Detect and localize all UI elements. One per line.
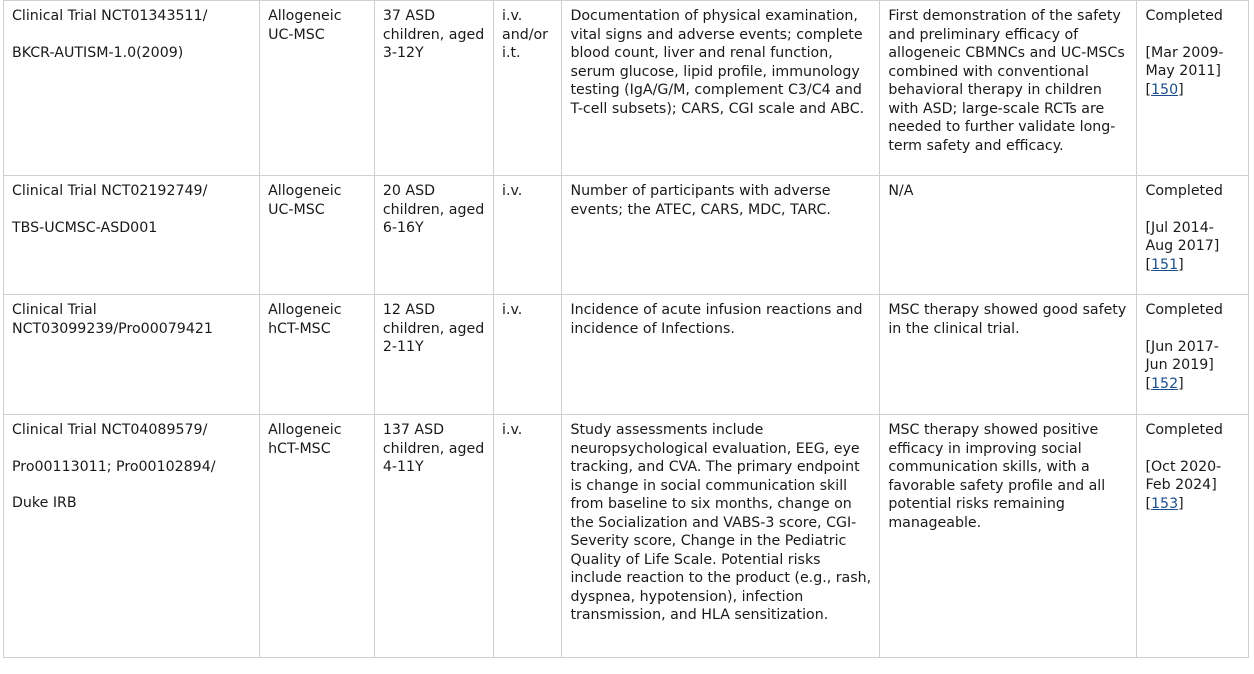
trial-id-line: Clinical Trial NCT02192749/ (12, 183, 208, 199)
trial-id-line: Clinical Trial NCT01343511/ (12, 8, 208, 24)
status-cell (1137, 176, 1249, 295)
table-row (4, 1, 1249, 176)
trial-id-line: Clinical Trial NCT03099239/Pro00079421 (12, 302, 213, 337)
outcomes-cell: Documentation of physical examination, vital signs and adverse events; complete blood count, liver and renal function, serum glucose, lipid profile, immunology testing (IgA/G/M, complement C3/C4 and T-cell subsets); CARS, CGI scale and ABC. (562, 1, 880, 176)
period-text: [Oct 2020-Feb 2024] [153] (1145, 458, 1222, 512)
trial-id-cell (4, 1, 260, 176)
reference-link[interactable]: 152 (1151, 375, 1179, 392)
route-cell: i.v. and/or i.t. (494, 1, 562, 176)
outcomes-cell: Number of participants with adverse events; the ATEC, CARS, MDC, TARC. (562, 176, 880, 295)
results-cell: MSC therapy showed positive efficacy in improving social communication skills, with a favorable safety profile and all potential risks remaining manageable. (880, 415, 1137, 658)
period-text: [Mar 2009-May 2011] [150] (1145, 44, 1224, 98)
table-row (4, 176, 1249, 295)
period-range: [Mar 2009-May 2011] (1145, 44, 1224, 79)
clinical-trials-table (3, 0, 1249, 658)
reference-link[interactable]: 150 (1151, 81, 1179, 98)
cell-type-cell: Allogeneic UC-MSC (260, 176, 375, 295)
route-cell: i.v. (494, 415, 562, 658)
period-range: [Oct 2020-Feb 2024] (1145, 458, 1222, 493)
period-text: [Jun 2017-Jun 2019] [152] (1145, 338, 1219, 392)
population-cell: 12 ASD children, aged 2-11Y (374, 295, 493, 415)
clinical-trials-table-container (3, 0, 1249, 671)
trial-id-line: BKCR-AUTISM-1.0(2009) (12, 44, 184, 61)
population-cell: 20 ASD children, aged 6-16Y (374, 176, 493, 295)
outcomes-cell: Incidence of acute infusion reactions and incidence of Infections. (562, 295, 880, 415)
reference-link[interactable]: 153 (1151, 495, 1179, 512)
population-cell: 137 ASD children, aged 4-11Y (374, 415, 493, 658)
status-cell (1137, 1, 1249, 176)
reference-link[interactable]: 151 (1151, 256, 1179, 273)
population-cell: 37 ASD children, aged 3-12Y (374, 1, 493, 176)
status-text: Completed (1145, 183, 1223, 199)
trial-id-cell (4, 295, 260, 415)
results-cell: First demonstration of the safety and preliminary efficacy of allogeneic CBMNCs and UC-MSCs combined with conventional behavioral therapy in children with ASD; large-scale RCTs are needed to further validate long-term safety and efficacy. (880, 1, 1137, 176)
table-row (4, 295, 1249, 415)
status-text: Completed (1145, 8, 1223, 24)
trial-id-cell (4, 176, 260, 295)
cell-type-cell: Allogeneic hCT-MSC (260, 415, 375, 658)
trial-id-line: Pro00113011; Pro00102894/ (12, 458, 216, 475)
trial-id-line: Clinical Trial NCT04089579/ (12, 422, 208, 438)
table-row (4, 415, 1249, 658)
status-text: Completed (1145, 422, 1223, 438)
trial-id-cell (4, 415, 260, 658)
route-cell: i.v. (494, 176, 562, 295)
status-text: Completed (1145, 302, 1223, 318)
results-cell: MSC therapy showed good safety in the clinical trial. (880, 295, 1137, 415)
route-cell: i.v. (494, 295, 562, 415)
outcomes-cell: Study assessments include neuropsychological evaluation, EEG, eye tracking, and CVA. The primary endpoint is change in social communication skill from baseline to six months, change on the Socialization and VABS-3 score, CGI-Severity score, Change in the Pediatric Quality of Life Scale. Potential risks include reaction to the product (e.g., rash, dyspnea, hypotension), infection transmission, and HLA sensitization. (562, 415, 880, 658)
period-range: [Jul 2014-Aug 2017] (1145, 219, 1220, 254)
period-range: [Jun 2017-Jun 2019] (1145, 338, 1219, 373)
cell-type-cell: Allogeneic UC-MSC (260, 1, 375, 176)
period-text: [Jul 2014-Aug 2017] [151] (1145, 219, 1220, 273)
cell-type-cell: Allogeneic hCT-MSC (260, 295, 375, 415)
results-cell: N/A (880, 176, 1137, 295)
status-cell (1137, 295, 1249, 415)
trial-id-line: Duke IRB (12, 495, 77, 511)
status-cell (1137, 415, 1249, 658)
trial-id-line: TBS-UCMSC-ASD001 (12, 219, 158, 236)
